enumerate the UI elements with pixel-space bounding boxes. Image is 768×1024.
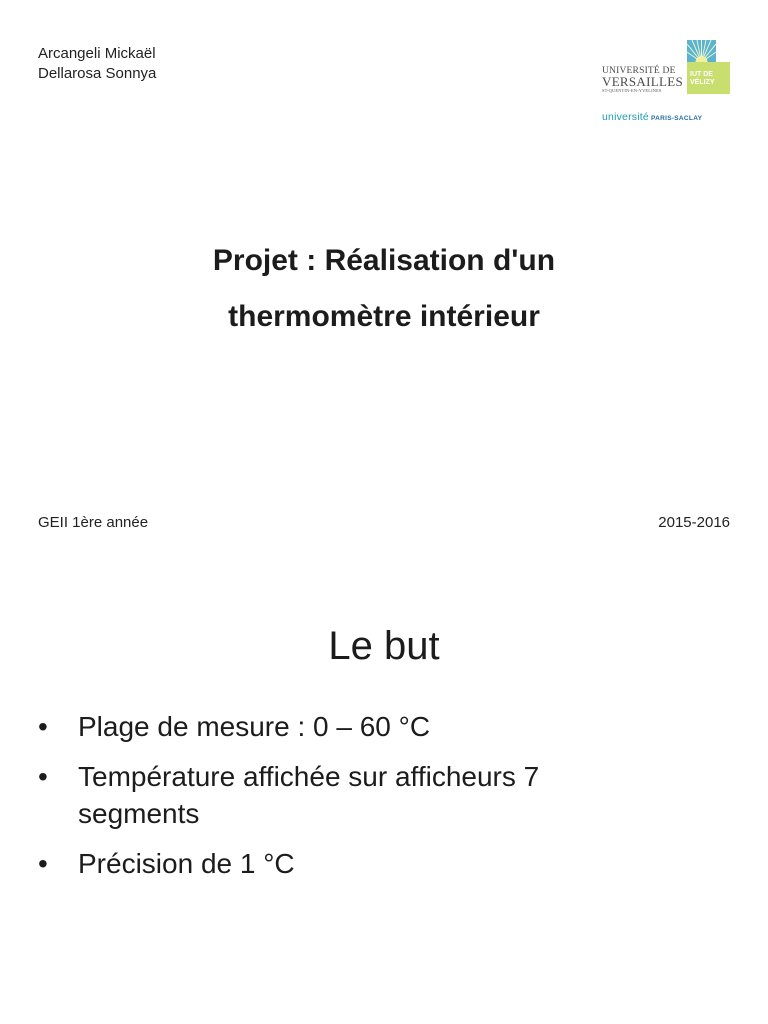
iut-velizy-logo <box>687 62 730 94</box>
iut-logo-line2: VÉLIZY <box>690 79 715 86</box>
list-item <box>38 708 638 745</box>
academic-year-label: 2015-2016 <box>658 514 730 531</box>
iut-logo-line1: IUT DE <box>690 71 713 78</box>
slide-title <box>0 233 768 345</box>
slide-title-line2: thermomètre intérieur <box>228 300 540 333</box>
bullet-list <box>38 708 638 895</box>
author-name: Dellarosa Sonnya <box>38 65 157 82</box>
bullet-icon: • <box>38 711 48 742</box>
bullet-text: Précision de 1 °C <box>78 848 295 879</box>
uvsq-logo-line2: VERSAILLES <box>602 74 683 89</box>
content-slide <box>0 576 768 1024</box>
saclay-logo-prefix: université <box>602 111 649 123</box>
authors-block <box>38 44 156 84</box>
saclay-logo-name: PARIS-SACLAY <box>650 115 703 122</box>
uvsq-logo-line3: ST-QUENTIN-EN-YVELINES <box>602 88 662 93</box>
author-name: Arcangeli Mickaël <box>38 45 156 62</box>
list-item <box>38 845 638 882</box>
bullet-text: Plage de mesure : 0 – 60 °C <box>78 711 431 742</box>
bullet-icon: • <box>38 848 48 879</box>
uvsq-logo <box>602 66 684 94</box>
list-item <box>38 758 638 832</box>
university-logos <box>602 40 732 122</box>
slide-heading: Le but <box>328 624 440 668</box>
class-year-label: GEII 1ère année <box>38 514 149 531</box>
slide-title-line1: Projet : Réalisation d'un <box>212 244 556 277</box>
paris-saclay-logo <box>602 107 702 125</box>
bullet-text: Température affichée sur afficheurs 7 segments <box>78 761 540 829</box>
uvsq-logo-line1: UNIVERSITÉ DE <box>602 66 676 76</box>
sunburst-icon <box>687 40 716 62</box>
bullet-icon: • <box>38 761 48 792</box>
